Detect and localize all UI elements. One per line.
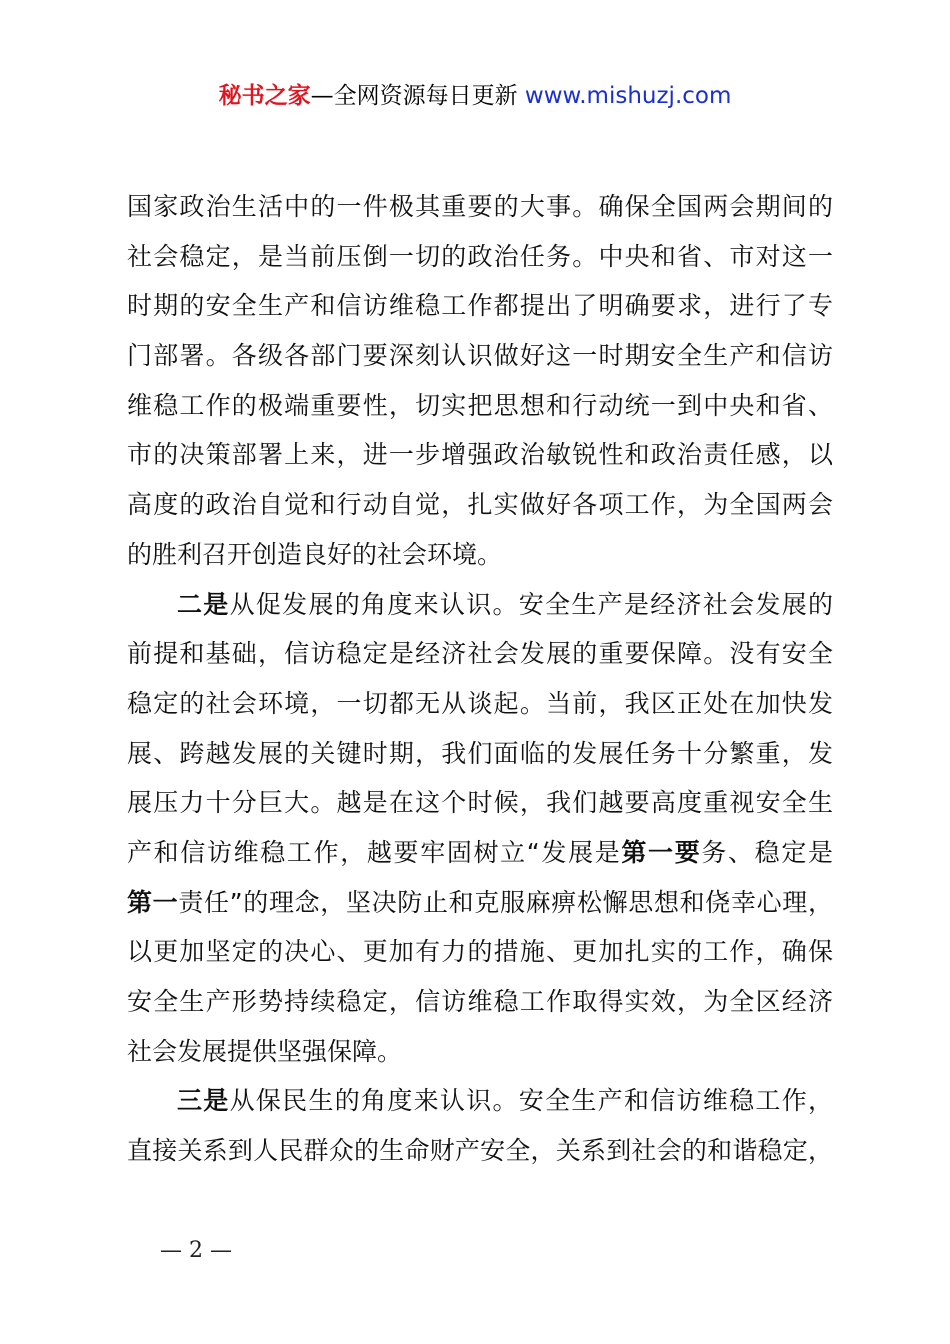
text-line-with-emphasis [127, 828, 833, 878]
text-line: 直接关系到人民群众的生命财产安全，关系到社会的和谐稳定， [127, 1136, 833, 1166]
emphasis-text: 第一 [127, 887, 179, 917]
text-line: 时期的安全生产和信访维稳工作都提出了明确要求，进行了专 [127, 291, 833, 321]
text-line: 社会发展提供坚强保障。 [127, 1036, 403, 1066]
text-line: 高度的政治自觉和行动自觉，扎实做好各项工作，为全国两会 [127, 490, 833, 520]
text-line: 社会稳定，是当前压倒一切的政治任务。中央和省、市对这一 [127, 241, 833, 271]
page-header [0, 80, 950, 112]
text-line: 展、跨越发展的关键时期，我们面临的发展任务十分繁重，发 [127, 738, 833, 768]
paragraph-2-first-line [127, 580, 833, 630]
text-line: 市的决策部署上来，进一步增强政治敏锐性和政治责任感，以 [127, 440, 833, 470]
header-tagline: —全网资源每日更新 [310, 83, 518, 109]
paragraph-3-first-text: 从保民生的角度来认识。安全生产和信访维稳工作， [229, 1086, 833, 1116]
paragraph-3-first-line [127, 1076, 833, 1126]
text-line: 的胜利召开创造良好的社会环境。 [127, 539, 503, 569]
brand-name: 秘书之家 [218, 83, 311, 109]
text-line: 以更加坚定的决心、更加有力的措施、更加扎实的工作，确保 [127, 937, 833, 967]
paragraph-2-lead: 二是 [177, 589, 230, 619]
page-number: — 2 — [160, 1238, 232, 1263]
text-segment: 责任”的理念，坚决防止和克服麻痹松懈思想和侥幸心理， [178, 887, 833, 917]
text-line-with-emphasis [127, 878, 833, 928]
text-segment: 务、稳定是 [701, 837, 833, 867]
paragraph-3-lead: 三是 [177, 1086, 230, 1116]
body-text [127, 182, 833, 1176]
text-line: 安全生产形势持续稳定，信访维稳工作取得实效，为全区经济 [127, 987, 833, 1016]
text-line: 门部署。各级各部门要深刻认识做好这一时期安全生产和信访 [127, 341, 833, 371]
paragraph-2-first-text: 从促发展的角度来认识。安全生产是经济社会发展的 [229, 589, 833, 619]
text-line: 前提和基础，信访稳定是经济社会发展的重要保障。没有安全 [127, 639, 833, 669]
text-line: 展压力十分巨大。越是在这个时候，我们越要高度重视安全生 [127, 788, 833, 818]
website-link[interactable]: www.mishuzj.com [524, 83, 732, 109]
text-segment: 产和信访维稳工作，越要牢固树立“发展是 [127, 837, 622, 867]
text-line: 维稳工作的极端重要性，切实把思想和行动统一到中央和省、 [127, 390, 833, 420]
emphasis-text: 第一要 [621, 837, 702, 867]
text-line: 稳定的社会环境，一切都无从谈起。当前，我区正处在加快发 [127, 688, 833, 718]
text-line: 国家政治生活中的一件极其重要的大事。确保全国两会期间的 [127, 192, 833, 221]
